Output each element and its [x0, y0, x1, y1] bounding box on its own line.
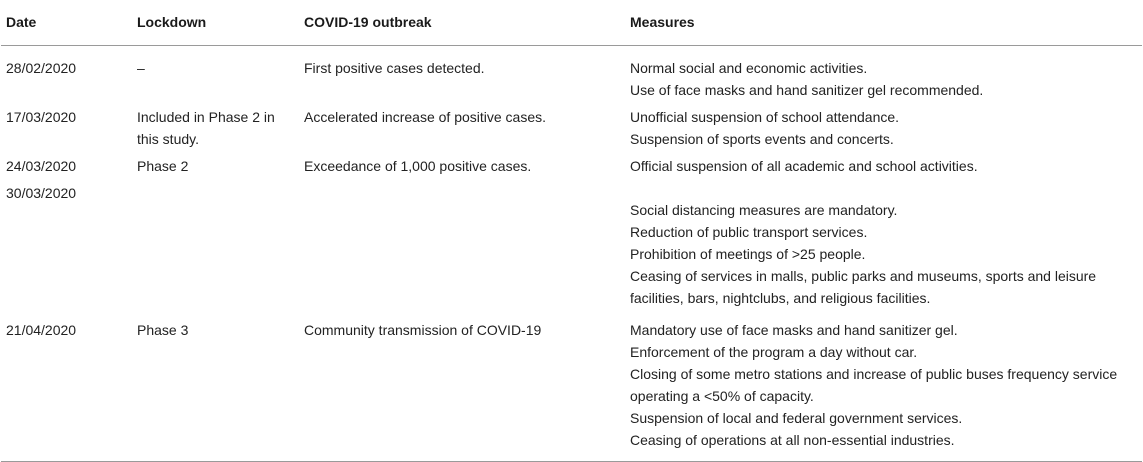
- measure-item: Ceasing of services in malls, public parks and museums, sports and leisure facilities, bars, nightclubs, and religious facilities.: [630, 267, 1097, 306]
- measure-item: Enforcement of the program a day without car.: [630, 343, 918, 360]
- table-header-row: [1, 0, 1142, 45]
- measure-item: Use of face masks and hand sanitizer gel recommended.: [630, 81, 984, 98]
- cell-measures: [630, 101, 1142, 150]
- cell-lockdown: [137, 177, 304, 309]
- cell-lockdown: Included in Phase 2 in this study.: [137, 108, 275, 147]
- header-lockdown: Lockdown: [137, 14, 207, 31]
- cell-outbreak: First positive cases detected.: [304, 59, 485, 76]
- header-measures: Measures: [630, 14, 695, 31]
- cell-lockdown: –: [137, 59, 145, 76]
- cell-measures: [630, 150, 1142, 177]
- measure-item: Unofficial suspension of school attendance.: [630, 108, 900, 125]
- table-row: [1, 45, 1142, 101]
- cell-date: 24/03/2020: [6, 157, 77, 174]
- cell-measures: [630, 177, 1142, 309]
- cell-date: 17/03/2020: [6, 108, 77, 125]
- header-date: Date: [6, 14, 37, 31]
- cell-outbreak: [304, 177, 630, 309]
- cell-outbreak: Exceedance of 1,000 positive cases.: [304, 157, 532, 174]
- cell-date: 21/04/2020: [6, 321, 77, 338]
- measure-item: Normal social and economic activities.: [630, 59, 868, 76]
- table-row: [1, 177, 1142, 309]
- table-row: [1, 101, 1142, 150]
- cell-date: 28/02/2020: [6, 59, 77, 76]
- measure-item: Social distancing measures are mandatory.: [630, 201, 898, 218]
- cell-date: 30/03/2020: [6, 184, 77, 201]
- measure-item: Closing of some metro stations and increase of public buses frequency service operating a <50% of capacity.: [630, 365, 1118, 404]
- cell-measures: [630, 45, 1142, 101]
- cell-measures: [630, 309, 1142, 462]
- measure-item: Suspension of sports events and concerts.: [630, 130, 894, 147]
- measure-item: Prohibition of meetings of >25 people.: [630, 245, 866, 262]
- cell-lockdown: Phase 3: [137, 321, 189, 338]
- cell-outbreak: Community transmission of COVID-19: [304, 321, 542, 338]
- covid-measures-table: [1, 0, 1142, 462]
- cell-outbreak: Accelerated increase of positive cases.: [304, 108, 547, 125]
- table-row: [1, 150, 1142, 177]
- header-outbreak: COVID-19 outbreak: [304, 14, 432, 31]
- measure-item: Reduction of public transport services.: [630, 223, 868, 240]
- cell-lockdown: Phase 2: [137, 157, 189, 174]
- measure-item: Ceasing of operations at all non-essential industries.: [630, 431, 955, 448]
- table-row: [1, 309, 1142, 462]
- measure-item: Official suspension of all academic and school activities.: [630, 157, 978, 174]
- measure-item: Mandatory use of face masks and hand sanitizer gel.: [630, 321, 958, 338]
- measure-item: Suspension of local and federal government services.: [630, 409, 963, 426]
